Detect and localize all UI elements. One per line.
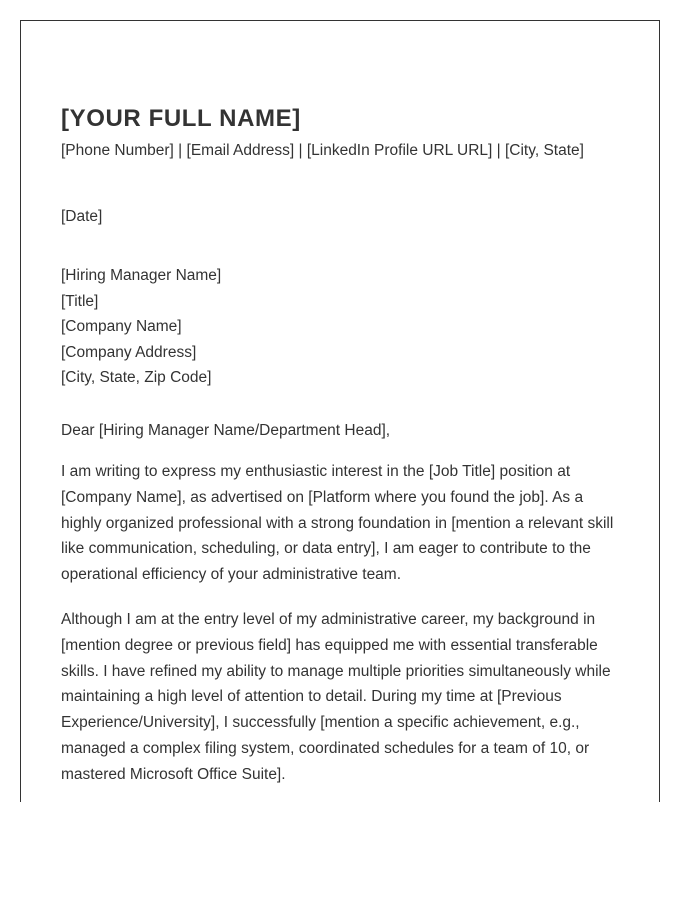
applicant-name: [YOUR FULL NAME] [61, 105, 301, 132]
salutation: Dear [Hiring Manager Name/Department Head], [61, 422, 391, 439]
recipient-title: [Title] [61, 292, 99, 310]
recipient-company: [Company Name] [61, 318, 182, 336]
recipient-city-state-zip: [City, State, Zip Code] [61, 369, 212, 387]
letter-date: [Date] [61, 208, 103, 225]
contact-line: [Phone Number] | [Email Address] | [LinkedIn Profile URL URL] | [City, State] [61, 142, 584, 159]
body-paragraph-1: I am writing to express my enthusiastic interest in the [Job Title] position at [Company Name], as advertised on [Platform where you found the job]. As a highly organized professional with a strong foundation in [mention a relevant skill like communication, scheduling, or data entry], I am eager to contribute to the operational efficiency of your administrative team. [61, 463, 614, 584]
recipient-name: [Hiring Manager Name] [61, 267, 222, 284]
body-paragraph-2: Although I am at the entry level of my administrative career, my background in [mention degree or previous field] has equipped me with essential transferable skills. I have refined my ability to manage multiple priorities simultaneously while maintaining a high level of attention to detail. During my time at [Previous Experience/University], I successfully [mention a specific achievement, e.g., managed a complex filing system, coordinated schedules for a team of 10, or mastered Microsoft Office Suite]. [61, 611, 611, 783]
recipient-block [61, 263, 221, 391]
recipient-address: [Company Address] [61, 343, 197, 361]
letter-page [20, 20, 660, 802]
